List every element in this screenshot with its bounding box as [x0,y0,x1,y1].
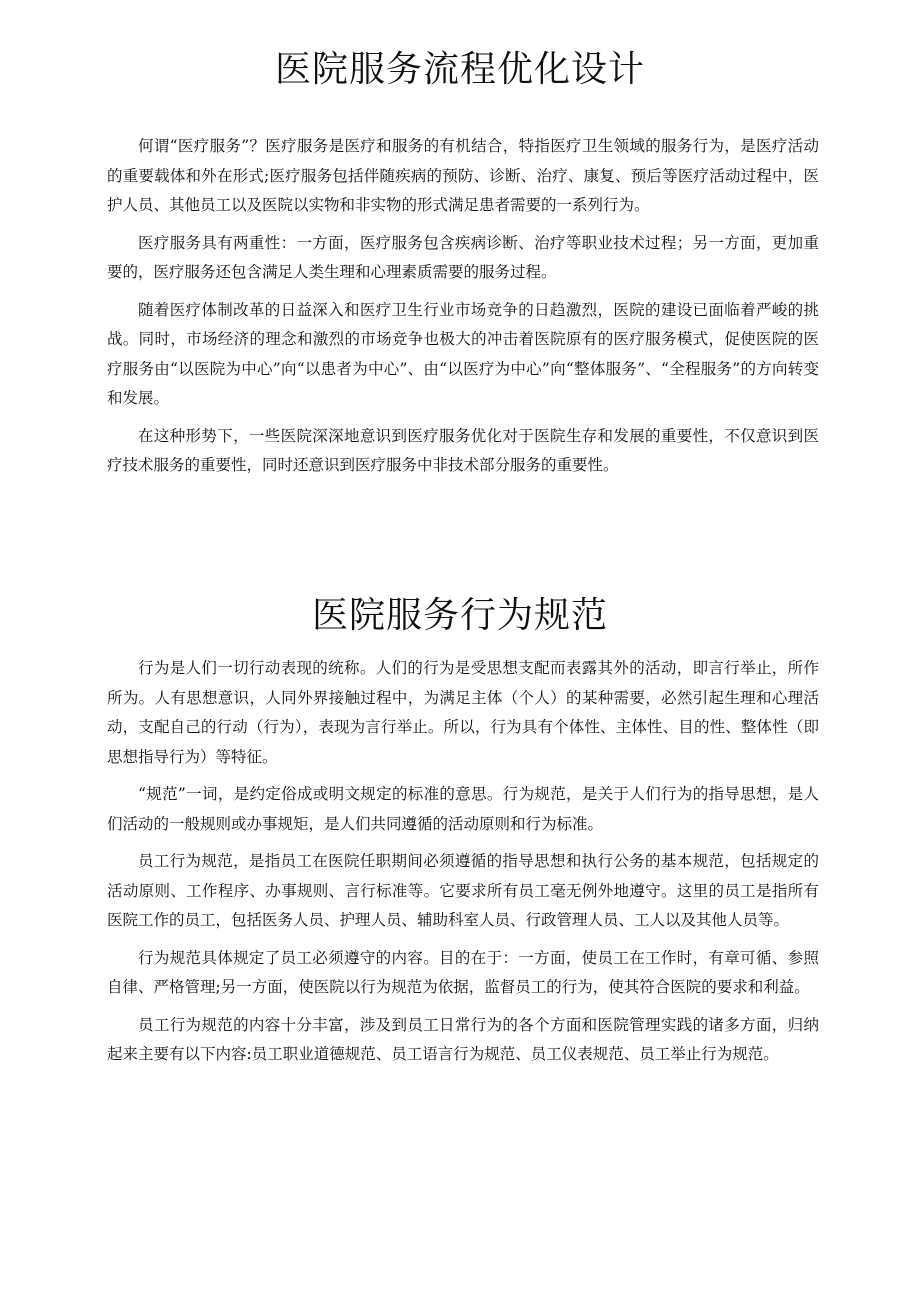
paragraph: 员工行为规范的内容十分丰富，涉及到员工日常行为的各个方面和医院管理实践的诸多方面，归纳起来主要有以下内容:员工职业道德规范、员工语言行为规范、员工仪表规范、员工举止行为规范。 [107,1015,819,1063]
section-title: 医院服务行为规范 [311,595,608,636]
paragraph: 何谓“医疗服务”？医疗服务是医疗和服务的有机结合，特指医疗卫生领域的服务行为，是医疗活动的重要载体和外在形式;医疗服务包括伴随疾病的预防、诊断、治疗、康复、预后等医疗活动过程中，医护人员、其他员工以及医院以实物和非实物的形式满足患者需要的一系列行为。 [107,137,819,214]
section-body [107,132,819,489]
section-body [107,654,819,1078]
paragraph: 随着医疗体制改革的日益深入和医疗卫生行业市场竞争的日趋激烈，医院的建设已面临着严峻的挑战。同时，市场经济的理念和激烈的市场竞争也极大的冲击着医院原有的医疗服务模式，促使医院的医疗服务由“以医院为中心”向“以患者为中心”、由“以医疗为中心”向“整体服务”、“全程服务”的方向转变和发展。 [107,300,819,407]
paragraph: 行为是人们一切行动表现的统称。人们的行为是受思想支配而表露其外的活动，即言行举止，所作所为。人有思想意识，人同外界接触过程中，为满足主体（个人）的某种需要，必然引起生理和心理活动，支配自己的行动（行为），表现为言行举止。所以，行为具有个体性、主体性、目的性、整体性（即思想指导行为）等特征。 [107,659,819,766]
paragraph: 行为规范具体规定了员工必须遵守的内容。目的在于：一方面，使员工在工作时，有章可循、参照自律、严格管理;另一方面，使医院以行为规范为依据，监督员工的行为，使其符合医院的要求和利益。 [107,948,819,996]
paragraph: 在这种形势下，一些医院深深地意识到医疗服务优化对于医院生存和发展的重要性，不仅意识到医疗技术服务的重要性，同时还意识到医疗服务中非技术部分服务的重要性。 [107,426,819,474]
paragraph: 员工行为规范，是指员工在医院任职期间必须遵循的指导思想和执行公务的基本规范，包括规定的活动原则、工作程序、办事规则、言行标准等。它要求所有员工毫无例外地遵守。这里的员工是指所有医院工作的员工，包括医务人员、护理人员、辅助科室人员、行政管理人员、工人以及其他人员等。 [107,852,819,929]
paragraph: “规范”一词，是约定俗成或明文规定的标准的意思。行为规范，是关于人们行为的指导思想，是人们活动的一般规则或办事规矩，是人们共同遵循的活动原则和行为标准。 [107,785,819,833]
paragraph: 医疗服务具有两重性：一方面，医疗服务包含疾病诊断、治疗等职业技术过程；另一方面，更加重要的，医疗服务还包含满足人类生理和心理素质需要的服务过程。 [107,233,819,281]
section-title: 医院服务流程优化设计 [274,49,645,90]
